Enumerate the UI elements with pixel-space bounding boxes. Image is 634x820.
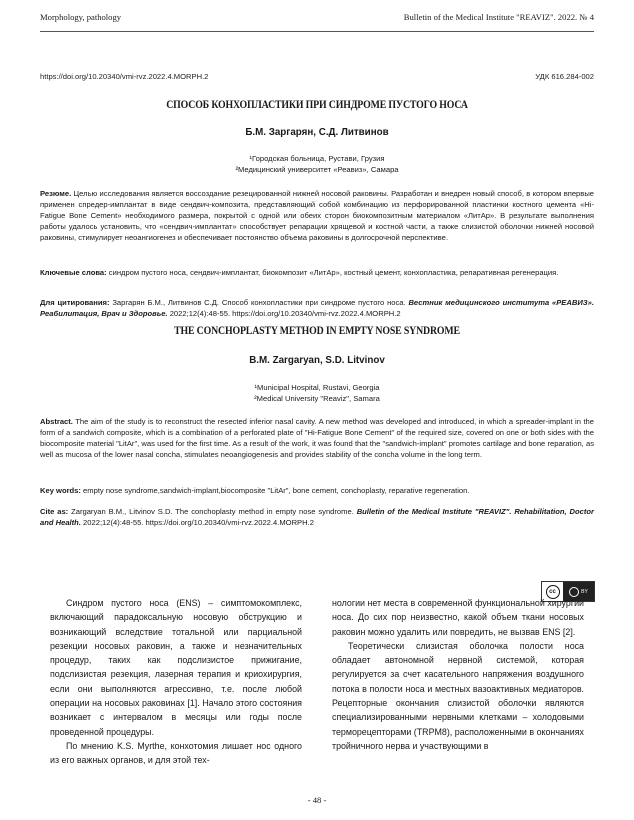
keywords-en-label: Key words: — [40, 486, 81, 495]
keywords-en-text: empty nose syndrome,sandwich-implant,biocomposite "LitAr", bone cement, conchoplasty, reparative regeneration. — [80, 486, 470, 495]
affiliation-en-1: ¹Municipal Hospital, Rustavi, Georgia — [254, 383, 380, 392]
cc-icon: cc — [546, 585, 560, 599]
cite-en-tail: 2022;12(4):48-55. https://doi.org/10.20340/vmi-rvz.2022.4.MORPH.2 — [80, 518, 314, 527]
page-number: - 48 - — [307, 795, 327, 805]
cite-en-text: Zargaryan B.M., Litvinov S.D. The conchoplasty method in empty nose syndrome. — [68, 507, 357, 516]
cite-ru-tail: 2022;12(4):48-55. https://doi.org/10.20340/vmi-rvz.2022.4.MORPH.2 — [167, 309, 401, 318]
abstract-en-label: Abstract. — [40, 417, 73, 426]
citation-russian — [40, 297, 594, 319]
doi-link[interactable]: https://doi.org/10.20340/vmi-rvz.2022.4.MORPH.2 — [40, 72, 209, 81]
title-russian: СПОСОБ КОНХОПЛАСТИКИ ПРИ СИНДРОМЕ ПУСТОГО НОСА — [166, 97, 468, 111]
abstract-ru-label: Резюме. — [40, 189, 72, 198]
body-column-right — [332, 596, 584, 753]
header-divider — [40, 31, 594, 32]
affiliation-en-2: ²Medical University "Reaviz", Samara — [254, 394, 380, 403]
person-icon — [569, 587, 579, 597]
cite-en-journal: Bulletin of the Medical Institute "REAVIZ". Rehabilitation, Doctor and Health. — [40, 507, 594, 527]
affiliation-ru-1: ¹Городская больница, Рустави, Грузия — [249, 154, 385, 163]
body-paragraph: По мнению K.S. Myrthe, конхотомия лишает нос одного из его важных органов, и для этой тех- — [50, 740, 302, 766]
abstract-ru-text: Целью исследования является воссоздание резецированной нижней носовой раковины. Разработан и внедрен новый способ, в котором впервые применен спредер-имплантат в виде сендвич-композита, представляющий собой комбинацию из перфорированной пластинки костного цемента «Hi-Fatigue Bone Cement» необходимого размера, покрытой с одной или обеих сторон биокомпозитным материалом «ЛитАр». В результате выполнения работы удалось установить, что «сендвич-имплантат» способствует репарации хрящевой и костной части, а также слизистой оболочки нижней носовой раковины, стимулирует неоангиогенез и обеспечивает постоянство объема раковины в долгосрочной перспективе. — [40, 189, 594, 242]
body-paragraph: Теоретически слизистая оболочка полости носа обладает автономной нервной системой, которая регулируется за счет касательного напряжения воздушного потока в полости носа и местных вазоактивных медиаторов. Рецепторные окончания слизистой оболочки являются специализированными нервными клетками – холодовыми терморецепторами (TRPM8), расположенными в окончаниях тройничного нерва и участвующими в — [332, 640, 584, 751]
abstract-english — [40, 416, 594, 460]
affiliation-ru-2: ²Медицинский университет «Реавиз», Самара — [235, 165, 399, 174]
by-label: BY — [581, 588, 588, 595]
cite-ru-text: Заргарян Б.М., Литвинов С.Д. Способ конхопластики при синдроме пустого носа. — [109, 298, 409, 307]
udc-code: УДК 616.284-002 — [535, 72, 594, 81]
authors-russian: Б.М. Заргарян, С.Д. Литвинов — [245, 127, 389, 138]
keywords-ru-text: синдром пустого носа, сендвич-имплантат, биокомпозит «ЛитАр», костный цемент, конхопластика, репаративная регенерация. — [106, 268, 559, 277]
running-header-journal: Bulletin of the Medical Institute "REAVIZ". 2022. № 4 — [403, 12, 594, 22]
abstract-en-text: The aim of the study is to reconstruct the resected inferior nasal cavity. A new method was developed and introduced, in which a spreader-implant in the form of a sandwich composite, which is a combination of a perforated plate of "Hi-Fatigue Bone Cement" of the required size, covered on one or both sides with the biocomposite material "LitAr", was used for the first time. As a result of the work, it was found that the "sandwich-implant" promotes cartilage and bone reparation, as well as mucosa of the lower nasal concha, stimulates neoangiogenesis and provides stability of the concha volume in the long term. — [40, 417, 594, 459]
running-header-section: Morphology, pathology — [40, 12, 122, 22]
body-column-left — [50, 596, 302, 768]
body-paragraph: нологии нет места в современной функциональной хирургии носа. До сих пор неизвестно, какой объем ткани носовых раковин можно удалить или повредить, не вызвав ENS [2]. — [332, 598, 584, 637]
authors-english: B.M. Zargaryan, S.D. Litvinov — [249, 355, 385, 366]
cite-en-label: Cite as: — [40, 507, 69, 516]
title-english: THE CONCHOPLASTY METHOD IN EMPTY NOSE SYNDROME — [174, 323, 460, 337]
cite-ru-label: Для цитирования: — [40, 298, 110, 307]
cite-ru-journal: Вестник медицинского института «РЕАВИЗ». Реабилитация, Врач и Здоровье. — [40, 298, 594, 318]
keywords-ru-label: Ключевые слова: — [40, 268, 107, 277]
citation-english — [40, 506, 594, 528]
body-paragraph: Синдром пустого носа (ENS) – симптомокомплекс, включающий парадоксальную носовую обструкцию и возникающий вследствие тотальной или парциальной резекции носовых раковин, а также и незначительных процедур, таких как подслизистое прижигание, подслизистая резекция, лазерная терапия и криохирургия, если они выполняются агрессивно, т.е. после любой операции на носовых раковинах [1]. Начало этого состояния возникает с интервалом в месяцы или годы после проведенной процедуры. — [50, 598, 302, 737]
abstract-russian — [40, 188, 594, 243]
keywords-russian — [40, 267, 594, 278]
keywords-english — [40, 485, 594, 496]
